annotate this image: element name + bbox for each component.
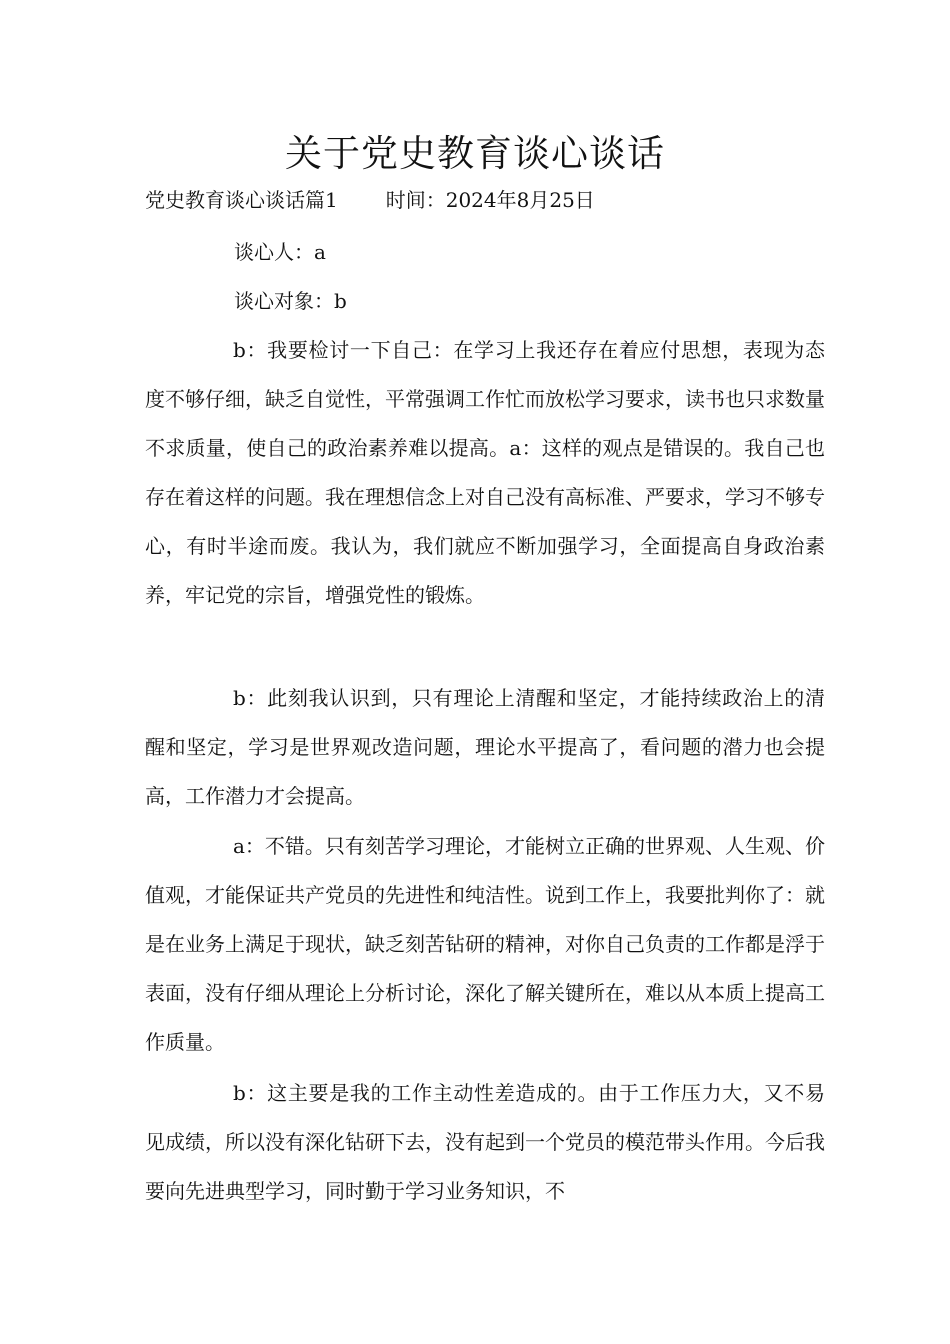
paragraph-2: b：此刻我认识到，只有理论上清醒和坚定，才能持续政治上的清醒和坚定，学习是世界观改造问题，理论水平提高了，看问题的潜力也会提高，工作潜力才会提高。 xyxy=(145,686,825,808)
paragraph-1: b：我要检讨一下自己：在学习上我还存在着应付思想，表现为态度不够仔细，缺乏自觉性，平常强调工作忙而放松学习要求，读书也只求数量不求质量，使自己的政治素养难以提高。a：这样的观点是错误的。我自己也存在着这样的问题。我在理想信念上对自己没有高标准、严要求，学习不够专心，有时半途而废。我认为，我们就应不断加强学习，全面提高自身政治素养，牢记党的宗旨，增强党性的锻炼。 xyxy=(145,338,825,607)
meta-line xyxy=(145,186,595,214)
section-heading: 党史教育谈心谈话篇1 xyxy=(145,188,338,212)
paragraph-4: b：这主要是我的工作主动性差造成的。由于工作压力大，又不易见成绩，所以没有深化钻研下去，没有起到一个党员的模范带头作用。今后我要向先进典型学习，同时勤于学习业务知识，不 xyxy=(145,1081,825,1203)
talker-field: 谈心人：a xyxy=(234,240,326,264)
time-label: 时间：2024年8月25日 xyxy=(385,188,595,212)
paragraph-3: a：不错。只有刻苦学习理论，才能树立正确的世界观、人生观、价值观，才能保证共产党员的先进性和纯洁性。说到工作上，我要批判你了：就是在业务上满足于现状，缺乏刻苦钻研的精神，对你自己负责的工作都是浮于表面，没有仔细从理论上分析讨论，深化了解关键所在，难以从本质上提高工作质量。 xyxy=(145,834,825,1054)
document-title: 关于党史教育谈心谈话 xyxy=(285,132,665,175)
talk-target-field: 谈心对象：b xyxy=(234,289,347,313)
